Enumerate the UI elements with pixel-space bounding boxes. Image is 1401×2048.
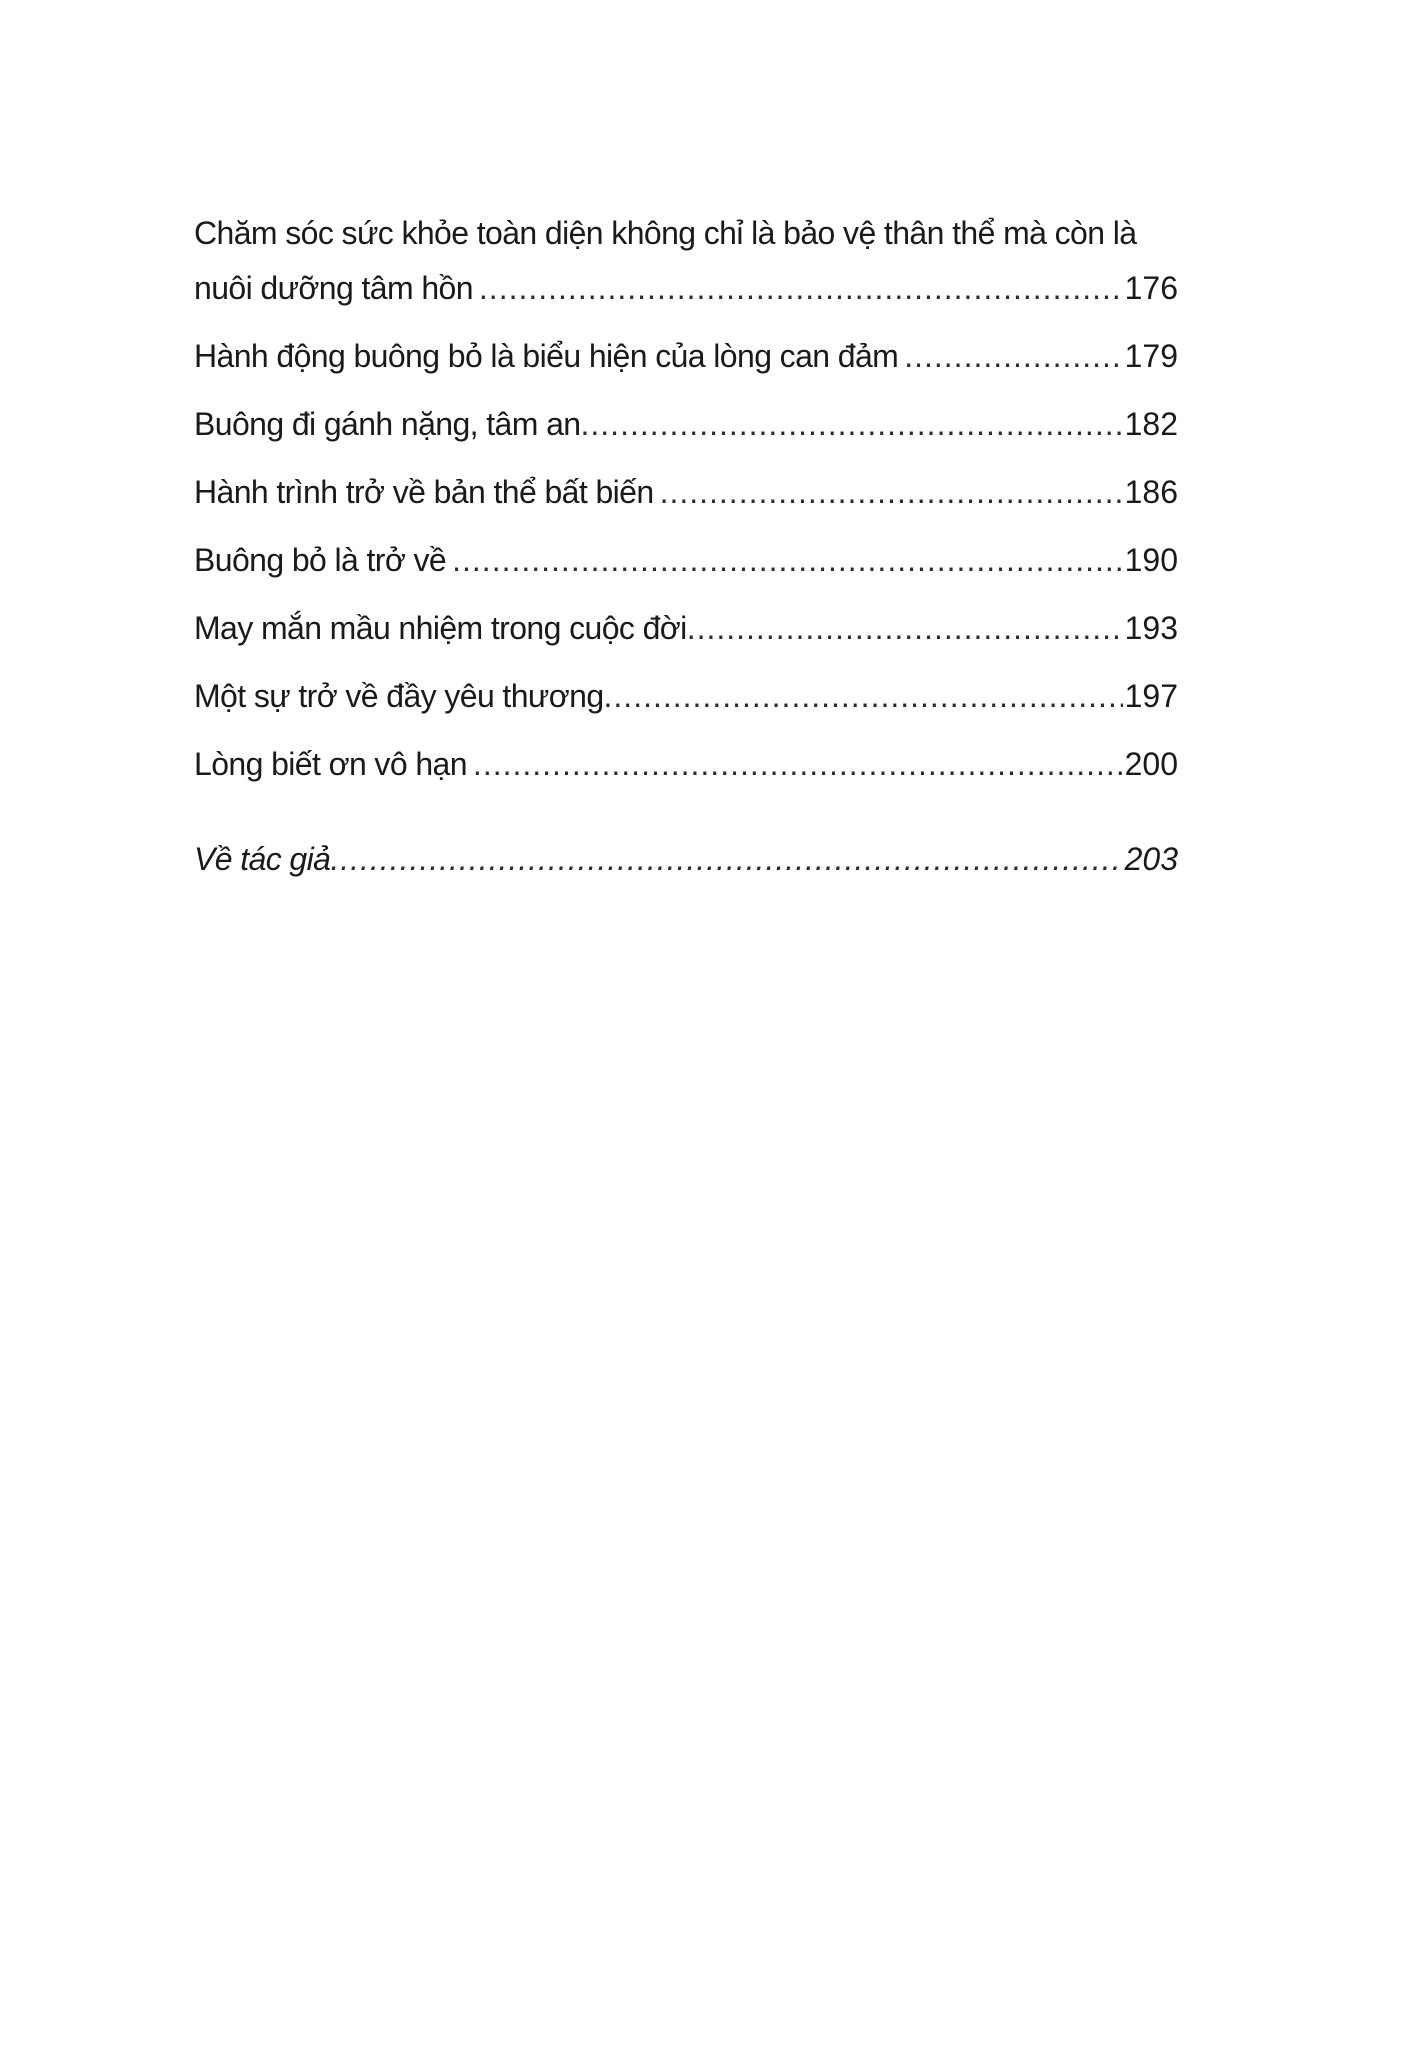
- toc-entry: [194, 397, 1178, 452]
- dot-leader: [473, 737, 1123, 792]
- toc-entry-page: 190: [1124, 542, 1178, 578]
- toc-entry-title: Lòng biết ơn vô hạn: [194, 746, 467, 782]
- toc-entry-line: [194, 465, 1178, 520]
- dot-leader: [687, 601, 1123, 656]
- toc-entry-page: 200: [1124, 746, 1178, 782]
- dot-leader: [330, 832, 1122, 887]
- toc-entry: [194, 533, 1178, 588]
- toc-entry-line: [194, 533, 1178, 588]
- toc-entry-page: 203: [1124, 841, 1178, 877]
- toc-entry-page: 186: [1124, 474, 1178, 510]
- toc-entry: [194, 465, 1178, 520]
- toc-entry-page: 182: [1124, 406, 1178, 442]
- toc-entry-title: Hành động buông bỏ là biểu hiện của lòng can đảm: [194, 338, 899, 374]
- toc-entry-title: Về tác giả: [194, 841, 331, 877]
- dot-leader: [904, 329, 1122, 384]
- toc-entry: [194, 329, 1178, 384]
- toc-entry-page: 197: [1124, 678, 1178, 714]
- toc-entry-page: 179: [1124, 338, 1178, 374]
- toc-entry-line: [194, 737, 1178, 792]
- toc-entry-title: Buông bỏ là trở về: [194, 542, 447, 578]
- toc-entry-line: [194, 669, 1178, 724]
- dot-leader: [452, 533, 1122, 588]
- toc-entry-title: Buông đi gánh nặng, tâm an: [194, 406, 581, 442]
- toc-entry-line: [194, 261, 1178, 316]
- toc-entry-title: Một sự trở về đầy yêu thương: [194, 678, 604, 714]
- toc-entry-title-line1: Chăm sóc sức khỏe toàn diện không chỉ là bảo vệ thân thể mà còn là: [194, 215, 1137, 251]
- toc-entry: [194, 737, 1178, 792]
- toc-entry-line: [194, 397, 1178, 452]
- dot-leader: [479, 261, 1123, 316]
- toc-entry: [194, 669, 1178, 724]
- dot-leader: [581, 397, 1123, 452]
- toc-entry-title-line2: nuôi dưỡng tâm hồn: [194, 270, 473, 306]
- toc-entry-page: 176: [1124, 270, 1178, 306]
- toc-entry: [194, 206, 1178, 316]
- table-of-contents: [194, 206, 1178, 887]
- dot-leader: [660, 465, 1123, 520]
- dot-leader: [604, 669, 1123, 724]
- toc-entry-line: [194, 601, 1178, 656]
- toc-entry-line: [194, 832, 1178, 887]
- toc-entry: [194, 601, 1178, 656]
- toc-entry-title: Hành trình trở về bản thể bất biến: [194, 474, 654, 510]
- toc-entry-about-author: [194, 832, 1178, 887]
- toc-entry-title: May mắn mầu nhiệm trong cuộc đời: [194, 610, 687, 646]
- toc-entry-line: [194, 329, 1178, 384]
- toc-entry-page: 193: [1124, 610, 1178, 646]
